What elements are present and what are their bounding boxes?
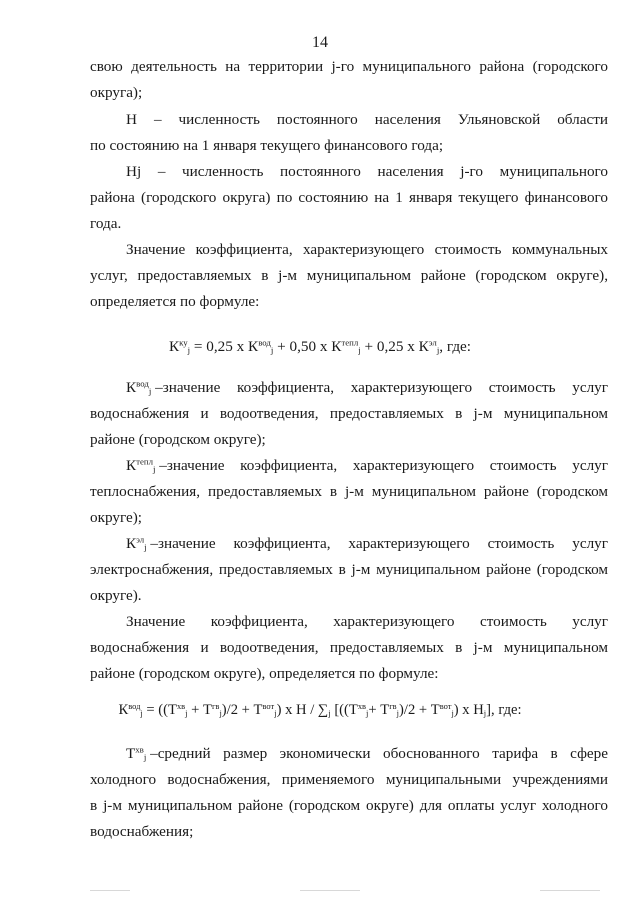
formula-coefficient-communal: $К^{ку}_j = 0,25$ х $К^{вод}_j + 0,50$ х $К^{тепл}_j + 0,25$ х $К^{эл}_j$, где: <box>168 337 472 356</box>
text-line: районе (городском округе); <box>90 431 266 448</box>
text-line: водоснабжения и водоотведения, предоставляемых в j-м муниципальном <box>90 639 608 656</box>
scan-artifact <box>300 890 360 891</box>
text-line: в j-м муниципальном районе (городском округе) для оплаты услуг холодного <box>90 797 608 814</box>
text-line: свою деятельность на территории j-го муниципального района (городского <box>90 58 608 75</box>
text-line: Значение коэффициента, характеризующего стоимость услуг <box>126 613 608 630</box>
text-line: по состоянию на 1 января текущего финансового года; <box>90 137 444 154</box>
text-line: Значение коэффициента, характеризующего стоимость коммунальных <box>126 241 608 258</box>
page-number: 14 <box>312 34 328 51</box>
text-line: района (городского округа) по состоянию на 1 января текущего финансового <box>90 189 608 206</box>
text-line: определяется по формуле: <box>90 293 260 310</box>
text-line: теплоснабжения, предоставляемых в j-м муниципальном районе (городском <box>90 483 608 500</box>
text-line: Н – численность постоянного населения Ульяновской области <box>126 111 608 128</box>
text-line: водоснабжения; <box>90 823 194 840</box>
text-line: районе (городском округе), определяется по формуле: <box>90 665 439 682</box>
term-definition-txv: $Т^{хв}_j$ – средний размер экономически обоснованного тарифа в сфере <box>126 744 608 763</box>
text-line: услуг, предоставляемых в j-м муниципальном районе (городском округе), <box>90 267 608 284</box>
formula-coefficient-water: $К^{вод}_j = ((Т^{хв}_j + Т^{гв}_j)/2 + Т^{вот}_j)$ х Н / $\sum_j$ [$((Т^{хв}_j+ Т^{гв}_j)/2 + Т^{вот}_j)$ х $Н_j$], где: <box>118 700 522 719</box>
scan-artifact <box>540 890 600 891</box>
text-line: округе). <box>90 587 142 604</box>
text-line: округе); <box>90 509 143 526</box>
text-line: округа); <box>90 84 143 101</box>
term-definition-vod: $К^{вод}_j$ – значение коэффициента, характеризующего стоимость услуг <box>126 378 608 397</box>
scan-artifact <box>90 890 130 891</box>
text-line: электроснабжения, предоставляемых в j-м муниципальном районе (городском <box>90 561 608 578</box>
term-definition-el: $К^{эл}_j$ – значение коэффициента, характеризующего стоимость услуг <box>126 534 608 553</box>
text-line: водоснабжения и водоотведения, предоставляемых в j-м муниципальном <box>90 405 608 422</box>
text-line: года. <box>90 215 122 232</box>
text-line: холодного водоснабжения, применяемого муниципальными учреждениями <box>90 771 608 788</box>
text-line: Нj – численность постоянного населения j-го муниципального <box>126 163 608 180</box>
term-definition-tepl: $К^{тепл}_j$ – значение коэффициента, характеризующего стоимость услуг <box>126 456 608 475</box>
